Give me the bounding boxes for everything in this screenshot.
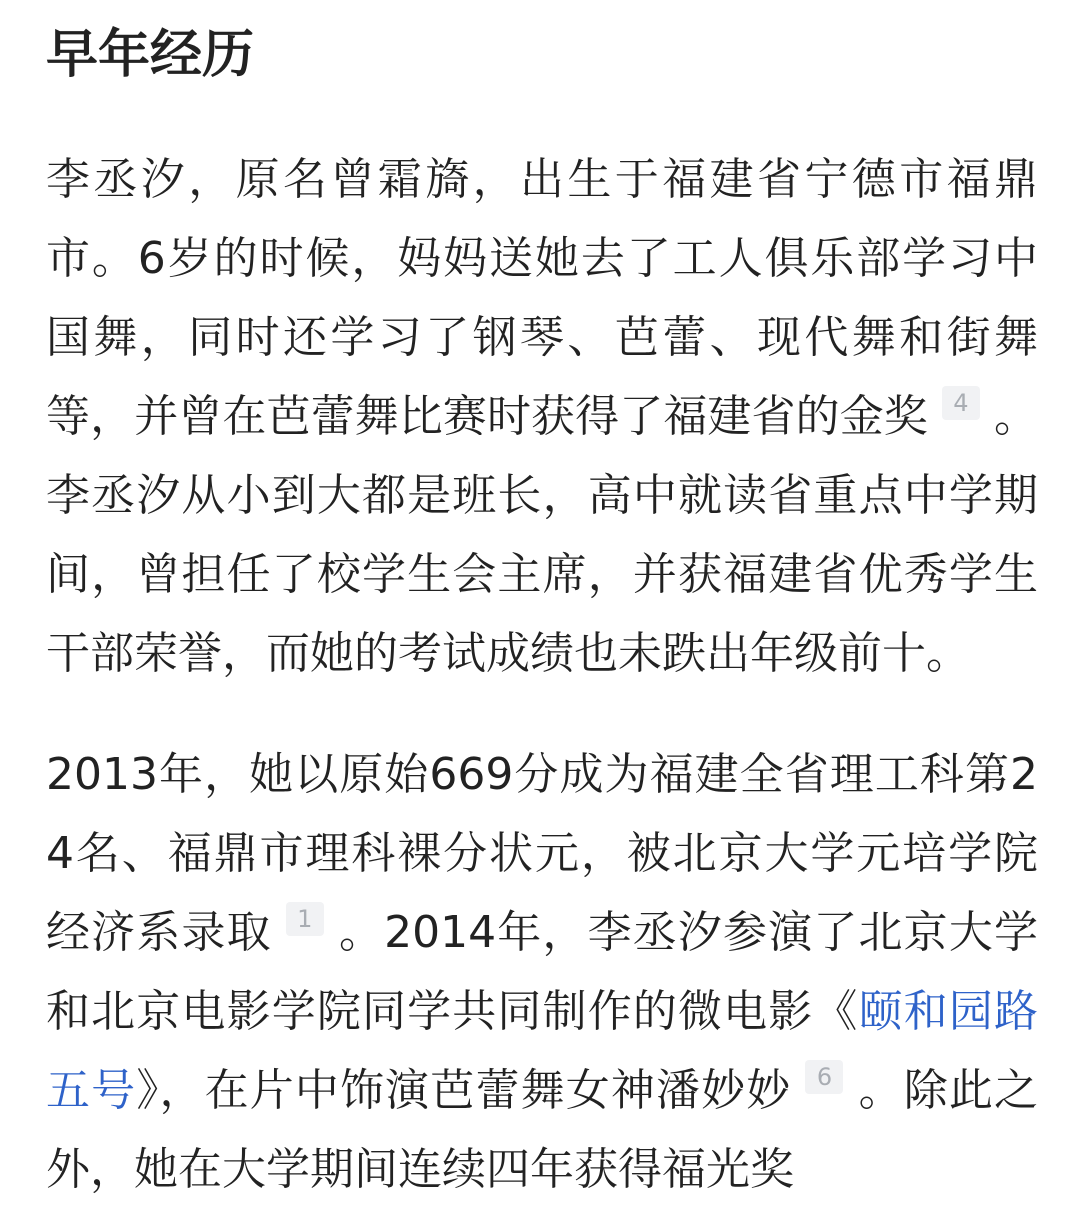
paragraph-education bbox=[46, 735, 1038, 1209]
paragraph-text: 李丞汐，原名曾霜旖，出生于福建省宁德市福鼎市。6岁的时候，妈妈送她去了工人俱乐部学习中国舞，同时还学习了钢琴、芭蕾、现代舞和街舞等，并曾在芭蕾舞比赛时获得了福建省的金奖 bbox=[46, 154, 1038, 442]
paragraph-text: 。李丞汐从小到大都是班长，高中就读省重点中学期间，曾担任了校学生会主席，并获福建省优秀学生干部荣誉，而她的考试成绩也未跌出年级前十。 bbox=[46, 391, 1039, 679]
section-title: 早年经历 bbox=[46, 25, 255, 85]
reference-marker[interactable]: 1 bbox=[286, 902, 324, 936]
paragraph-text: 2013年，她以原始669分成为福建全省理工科第24名、福鼎市理科裸分状元，被北京大学元培学院经济系录取 bbox=[46, 749, 1038, 958]
reference-marker[interactable]: 6 bbox=[805, 1060, 843, 1094]
paragraph-text: 》，在片中饰演芭蕾舞女神潘妙妙 bbox=[136, 1065, 792, 1116]
film-link[interactable]: 颐和园路五号 bbox=[46, 986, 1039, 1116]
paragraph-text: 。除此之外，她在大学期间连续四年获得福光奖 bbox=[46, 1065, 1039, 1195]
article-content bbox=[46, 0, 1038, 1209]
paragraph-early-life bbox=[46, 140, 1038, 693]
reference-marker[interactable]: 4 bbox=[942, 386, 980, 420]
paragraph-text: 。2014年，李丞汐参演了北京大学和北京电影学院同学共同制作的微电影《 bbox=[46, 907, 1038, 1037]
